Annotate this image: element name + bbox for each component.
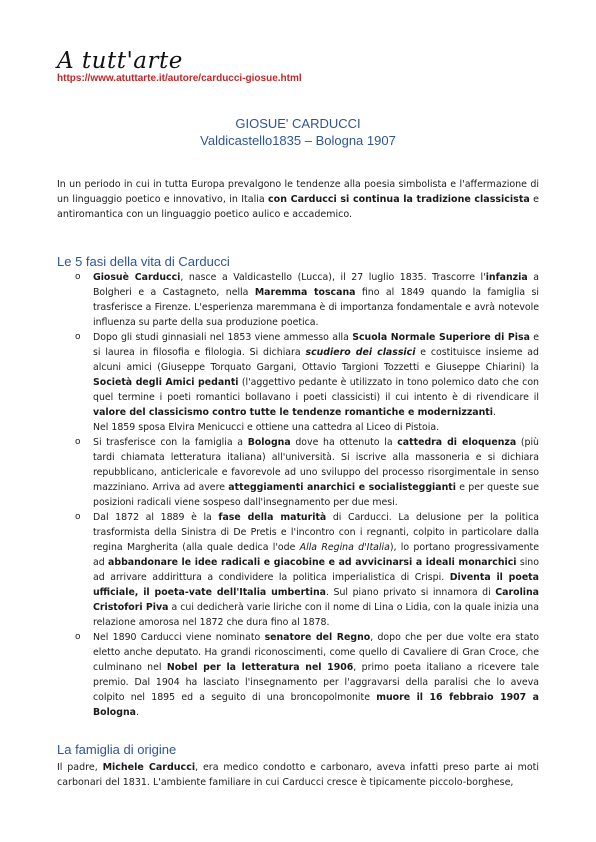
intro-text-2: e antiromantica con un linguaggio poetico aulico e accademico. [57, 194, 539, 220]
section-heading-family: La famiglia di origine [57, 742, 177, 757]
intro-paragraph [57, 177, 539, 222]
bullet-icon: o [75, 632, 81, 642]
intro-bold-1: con Carducci si continua la tradizione classicista [268, 194, 530, 205]
bold-text: Nobel per la letteratura nel 1906 [166, 662, 354, 673]
item-text: Dopo gli studi ginnasiali nel 1853 viene ammesso alla [93, 332, 353, 343]
intro-text-1: In un periodo in cui in tutta Europa prevalgono le tendenze alla poesia simbolista e l'affermazione di un linguaggio poetico e innovativo, in Italia [57, 179, 539, 205]
bold-text: Diventa il poeta ufficiale, il poeta-vate dell'Italia umbertina [93, 572, 539, 598]
bold-text: Carolina Cristofori Piva [93, 587, 539, 613]
list-item [75, 270, 539, 330]
item-text: . [135, 707, 139, 718]
bold-text: valore del classicismo contro tutte le tendenze romantiche e modernizzanti [93, 407, 493, 418]
item-text: e si laurea in filosofia e filologia. Si dichiara [93, 332, 540, 358]
item-text: , nasce a Valdicastello (Lucca), il 27 luglio 1835. Trascorre l' [180, 272, 486, 283]
family-text: Il padre, [57, 762, 103, 773]
item-text: Nel 1890 Carducci viene nominato [93, 632, 265, 643]
item-text: Si trasferisce con la famiglia a [93, 437, 248, 448]
bold-text: senatore del Regno [264, 632, 371, 643]
item-text: , primo poeta italiano a ricevere tale premio. Dal 1904 ha lasciato l'insegnamento per l'aggravarsi della paralisi che lo aveva colpito nel 1895 ed a seguito di una broncopolmonite [93, 662, 539, 703]
bold-text: Bologna [247, 437, 291, 448]
section-heading-phases: Le 5 fasi della vita di Carducci [57, 254, 230, 269]
item-text: (più tardi chiamata letteratura italiana) all'università. Si iscrive alla massoneria e si dichiara repubblicano, anticlericale e favorevole ad uno sviluppo del processo risorgimentale in senso mazziniano. Arriva ad avere [93, 437, 540, 493]
bold-text: Giosuè Carducci [93, 272, 181, 283]
bold-italic-text: scudiero dei classici [305, 347, 416, 358]
item-text: (l'aggettivo pedante è utilizzato in tono polemico dato che con quel termine i poeti romantici bollavano i poeti classicisti) il cui intento è di rivendicare il [93, 377, 539, 403]
item-text: e per queste sue posizioni radicali viene sospeso dall'insegnamento per due mesi. [93, 482, 540, 508]
item-text: Dal 1872 al 1889 è la [93, 512, 219, 523]
item-text: fino al 1849 quando la famiglia si trasferisce a Firenze. L'esperienza maremmana è di importanza fondamentale e avrà notevole influenza su parte della sua produzione poetica. [93, 287, 540, 328]
bullet-icon: o [75, 332, 81, 342]
family-text: , era medico condotto e carbonaro, aveva infatti preso parte ai moti carbonari del 1831. L'ambiente familiare in cui Carducci cresce è tipicamente piccolo-borghese, [57, 762, 540, 788]
italic-text: Alla Regina d'Italia [299, 542, 390, 553]
page-subtitle-dates: Valdicastello1835 – Bologna 1907 [200, 133, 396, 148]
item-text: a cui dedicherà varie liriche con il nome di Lina o Lidia, con la quale inizia una relazione amorosa nel 1872 che dura fino al 1878. [93, 602, 539, 628]
marriage-note: Nel 1859 sposa Elvira Menicucci e ottiene una cattedra al Liceo di Pistoia. [93, 422, 440, 433]
phases-list [75, 270, 539, 720]
bold-text: Michele Carducci [102, 762, 196, 773]
source-url[interactable]: https://www.atuttarte.it/autore/carducci-giosue.html [57, 73, 302, 84]
bold-text: abbandonare le idee radicali e giacobine e ad avvicinarsi a ideali monarchici [108, 557, 517, 568]
list-item [75, 435, 539, 510]
item-text: ), lo portano progressivamente ad [93, 542, 539, 568]
bold-text: Maremma toscana [254, 287, 356, 298]
item-text: a Bolgheri e a Castagneto, nella [93, 272, 539, 298]
item-text: . [492, 407, 496, 418]
list-item [75, 330, 539, 420]
page-title: GIOSUE' CARDUCCI [235, 116, 361, 131]
item-text: sino ad arrivare addirittura a condividere la politica imperialistica di Crispi. [93, 557, 539, 583]
bullet-icon: o [75, 272, 81, 282]
item-text: . Sul piano privato si innamora di [325, 587, 496, 598]
bold-text: fase della maturità [218, 512, 327, 523]
bullet-icon: o [75, 437, 81, 447]
site-logo: A tutt'arte [57, 48, 183, 74]
item-text: , dopo che per due volte era stato eletto anche deputato. Ha grandi riconoscimenti, come quello di Cavaliere di Gran Croce, che culminano nel [93, 632, 540, 673]
item-text: e costituisce insieme ad alcuni amici (Giuseppe Torquato Gargani, Ottavio Targioni Tozzetti e Giuseppe Chiarini) la [93, 347, 539, 373]
item-text: di Carducci. La delusione per la politica trasformista della Sinistra di De Pretis e l'incontro con i regnanti, colpito in particolare dalla regina Margherita (alla quale dedica l'ode [93, 512, 539, 553]
bold-text: atteggiamenti anarchici e socialisteggianti [228, 482, 456, 493]
family-paragraph [57, 760, 539, 790]
bold-text: Scuola Normale Superiore di Pisa [352, 332, 530, 343]
item-text: dove ha ottenuto la [290, 437, 398, 448]
list-item [75, 630, 539, 720]
bold-text: infanzia [485, 272, 528, 283]
bullet-icon: o [75, 512, 81, 522]
bold-text: Società degli Amici pedanti [93, 377, 239, 388]
bold-text: cattedra di eloquenza [397, 437, 517, 448]
list-item [75, 510, 539, 630]
bold-text: muore il 16 febbraio 1907 a Bologna [93, 692, 539, 718]
